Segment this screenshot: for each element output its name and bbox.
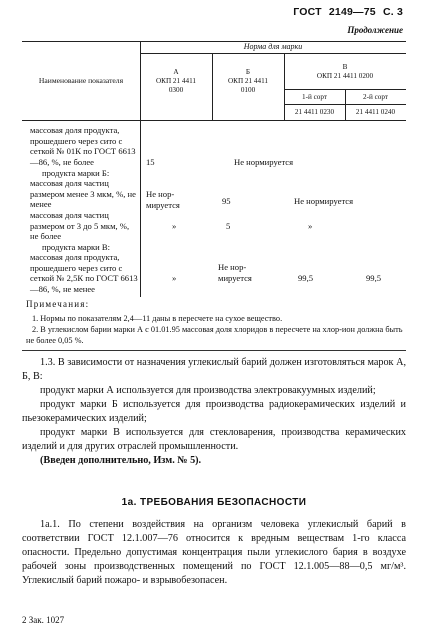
row1-grade-a: 15 (146, 157, 155, 167)
grade-b-letter: Б (245, 68, 251, 76)
row1-merged: Не нормируется (234, 157, 294, 167)
notes-title: Примечания: (26, 299, 90, 309)
grade-b-code: ОКП 21 4411 0100 (227, 77, 269, 94)
note-1: 1. Нормы по показателям 2,4—11 даны в пересчете на сухое вещество. (32, 314, 283, 323)
param-header: Наименование показателя (38, 76, 124, 85)
table-top-rule (22, 41, 406, 42)
norm-header: Норма для марки (243, 42, 303, 51)
page-header (289, 6, 403, 18)
amendment-note: (Введен дополнительно, Изм. № 5). (40, 455, 202, 466)
row-label-4: массовая доля частиц размером от 3 до 5 мкм, %, не более (30, 210, 130, 242)
row-label-1: массовая доля продукта, прошедшего через сито с сеткой № 01К по ГОСТ 6613—86, %, не более (30, 125, 136, 167)
header-gost: ГОСТ (293, 6, 322, 18)
row-label-3: массовая доля частиц размером менее 3 мкм, %, не менее (30, 178, 136, 210)
norms-table (22, 41, 406, 297)
row4-grade-a: » (172, 221, 177, 231)
grade-v-letter: В (342, 63, 348, 71)
paragraph-1-3: 1.3. В зависимости от назначения углекислый барий должен изготовляться марок А, Б, В: (22, 357, 406, 382)
row6-grade-b: Не нор-мируется (218, 262, 252, 283)
grade-a-code: ОКП 21 4411 0300 (155, 77, 197, 94)
row6-grade-v1: 99,5 (298, 273, 314, 283)
grade-v-code2: 21 4411 0240 (355, 108, 396, 116)
section-heading: 1а. ТРЕБОВАНИЯ БЕЗОПАСНОСТИ (121, 497, 307, 508)
col-rule-2 (212, 53, 213, 121)
row3-merged: Не нормируется (294, 196, 354, 206)
continued-label: Продолжение (347, 25, 403, 35)
section-1a (22, 518, 406, 588)
paragraph-grade-v: продукт марки В используется для стекловарения, производства керамических изделий и для других отраслей промышленности. (22, 427, 406, 452)
note-2: 2. В углекислом барии марки А с 01.01.95 массовая доля хлоридов в пересчете на хлор-ион должна быть не более 0,05 %. (26, 325, 403, 345)
row4-grade-b: 5 (226, 221, 231, 231)
grade-v-sort1: 1-й сорт (301, 93, 328, 101)
divider (22, 350, 406, 351)
notes (26, 299, 406, 346)
header-bottom-rule (22, 120, 406, 121)
page-footer: 2 Зак. 1027 (22, 615, 65, 625)
paragraph-grade-b: продукт марки Б используется для производства радиокерамических изделий и пьезокерамических изделий; (22, 399, 406, 424)
grade-a-letter: А (173, 68, 179, 76)
header-page: С. 3 (382, 6, 403, 18)
header-number: 2149—75 (328, 6, 376, 18)
paragraph-grade-a: продукт марки А используется для производства электровакуумных изделий; (40, 385, 376, 396)
paragraph-1a-1: 1а.1. По степени воздействия на организм человека углекислый барий в соответствии ГОСТ 12.1.007—76 относится к вредным веществам 1-го класса опасности. Предельно допустимая концентрация пыли углекислого бария в воздухе рабочей зоны производственных помещений по ГОСТ 12.1.005—88—0,5 мг/м³. Углекислый барий пожаро- и взрывобезопасен. (22, 519, 406, 586)
row6-grade-a: » (172, 273, 177, 283)
row6-grade-v2: 99,5 (366, 273, 382, 283)
row-label-2: продукта марки Б: (42, 168, 110, 178)
grade-v-code1: 21 4411 0230 (294, 108, 335, 116)
row-label-6: массовая доля продукта, прошедшего через сито с сеткой № 2,5К по ГОСТ 6613—86, %, не менее (30, 252, 138, 294)
col-rule-1 (140, 41, 141, 297)
row3-grade-b: 95 (222, 196, 231, 206)
row4-grade-v: » (308, 221, 313, 231)
section-1-3 (22, 356, 406, 468)
norm-header-rule (140, 53, 406, 54)
row-label-5: продукта марки В: (42, 242, 111, 252)
row3-grade-a: Не нор-мируется (146, 189, 180, 210)
grade-v-code: ОКП 21 4411 0200 (316, 72, 374, 80)
grade-v-sort2: 2-й сорт (362, 93, 389, 101)
